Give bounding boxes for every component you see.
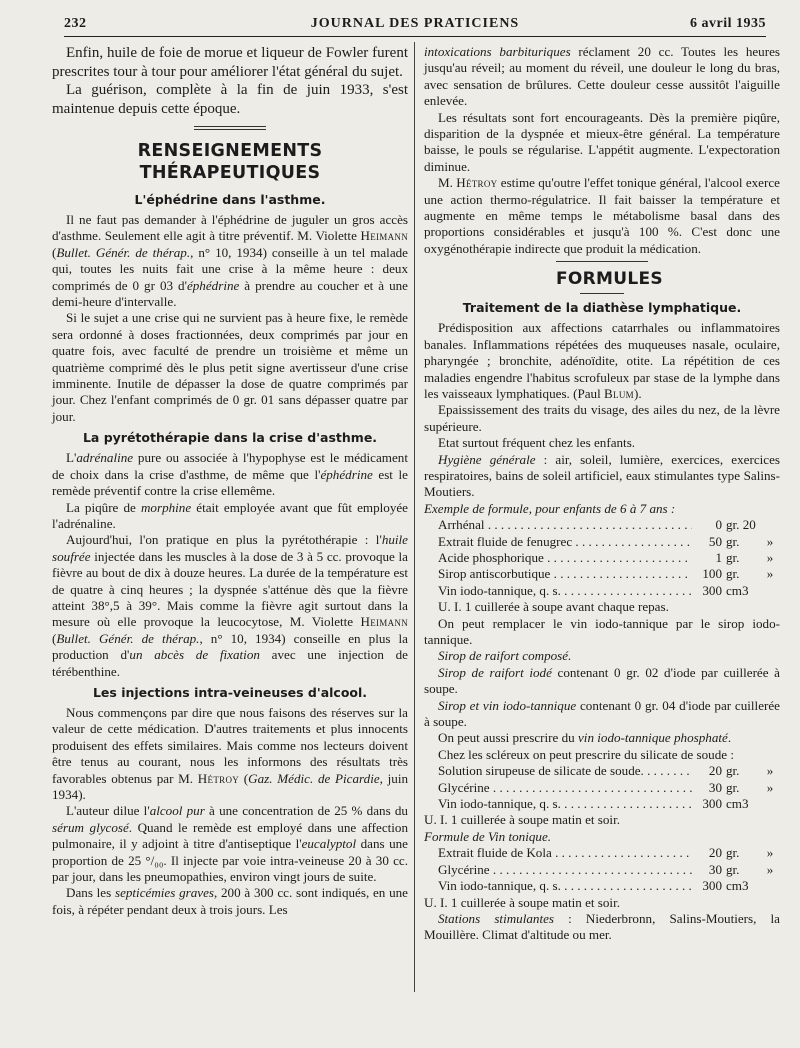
- paragraph: Nous commençons par dire que nous faisons des réserves sur la valeur de cette médication. D'autres traitements et plus innocents produisent des effets similaires. Mais comme nos lecteurs doivent être tenus au courant, nous les informons des résultats très favorables obtenus par M. Hétroy (Gaz. Médic. de Picardie, juin 1934).: [52, 704, 409, 802]
- paragraph: Sirop de raifort iodé contenant 0 gr. 02 d'iode par cuillerée à soupe.: [424, 664, 780, 697]
- page-header: [64, 14, 766, 37]
- formula-table: [424, 845, 780, 894]
- formula-row: Solution sirupeuse de silicate de soude. . . . 20 gr. »: [424, 763, 780, 779]
- citation: Gaz. Médic. de Picardie: [248, 770, 380, 786]
- formula-row: Vin iodo-tannique, q. s. . . . 300 cm3: [424, 583, 780, 599]
- citation: Bullet. Génér. de thérap.: [56, 630, 200, 646]
- ornament-rule: [580, 293, 624, 294]
- paragraph: La piqûre de morphine était employée avant que fût employée l'adrénaline.: [52, 499, 408, 531]
- formula-row: Arrhénal . . . 0 gr. 20: [424, 517, 780, 533]
- example-title: Exemple de formule, pour enfants de 6 à 7 ans :: [424, 500, 676, 516]
- journal-title: JOURNAL DES PRATICIENS: [310, 16, 520, 31]
- paragraph: On peut aussi prescrire du vin iodo-tannique phosphaté.: [438, 730, 732, 746]
- section-title: FORMULES: [556, 269, 663, 290]
- paragraph: Chez les scléreux on peut prescrire du silicate de soude :: [438, 746, 734, 762]
- dosage: U. I. 1 cuillerée à soupe matin et soir.: [424, 894, 620, 910]
- issue-date: 6 avril 1935: [690, 16, 766, 31]
- paragraph: Dans les septicémies graves, 200 à 300 cc. sont indiqués, en une fois, à répéter pendant deux à trois jours. Les: [52, 885, 408, 917]
- paragraph: Hygiène générale : air, soleil, lumière, exercices, exercices respiratoires, bains de soleil artificiel, eaux stimulantes type Salins-Moutiers.: [424, 451, 780, 500]
- column-divider: [414, 42, 415, 992]
- dosage: U. I. 1 cuillerée à soupe matin et soir.: [424, 812, 620, 828]
- paragraph: La guérison, complète à la fin de juin 1933, s'est maintenue depuis cette époque.: [52, 82, 408, 117]
- formula-row: Vin iodo-tannique, q. s. . . . 300 cm3: [424, 796, 780, 812]
- paragraph: Sirop et vin iodo-tannique contenant 0 gr. 04 d'iode par cuillerée à soupe.: [424, 697, 780, 730]
- author-name: Heimann: [360, 228, 408, 244]
- right-column: [424, 44, 780, 944]
- page-number: 232: [64, 16, 87, 31]
- formules-header: [556, 261, 663, 294]
- formula-row: Vin iodo-tannique, q. s. . . . 300 cm3: [424, 878, 780, 894]
- paragraph: Aujourd'hui, l'on pratique en plus la pyrétothérapie : l'huile soufrée injectée dans les muscles à la dose de 3 à 5 cc. provoque la fièvre au bout de dix à douze heures. La durée de la température est de quatre à cinq heures ; la dyspnée s'atténue dès que la fièvre atteint 38°,5 à 39°. Mais comme la fièvre agit surtout dans la mesure où elle provoque la leucocytose, M. Violette Heimann (Bullet. Génér. de thérap., n° 10, 1934) conseille en plus la production d'un abcès de fixation avec une injection de térébenthine.: [52, 532, 408, 679]
- author-name: Hétroy: [456, 175, 498, 191]
- article-title: La pyrétothérapie dans la crise d'asthme.: [82, 430, 378, 446]
- article-title: Les injections intra-veineuses d'alcool.: [92, 684, 368, 700]
- citation: Bullet. Génér. de thérap.: [56, 244, 191, 260]
- ornament-rule: [194, 126, 266, 130]
- paragraph: L'adrénaline pure ou associée à l'hypophyse est le médicament de choix dans la crise d'asthme, de même que l'éphédrine est le remède préventif contre la crise ellemême.: [52, 450, 408, 499]
- formula-row: Acide phosphorique . . . 1 gr. »: [424, 550, 780, 566]
- paragraph: M. Hétroy estime qu'outre l'effet tonique général, l'alcool exerce une action thermo-régulatrice. Il fait baisser la température et augmente en même temps le métabolisme basal dans des proportions considérables et jusqu'à 100 %. C'est donc une oxygénothérapie indirecte que produit la médication.: [424, 175, 780, 256]
- formula-row: Sirop antiscorbutique . . . 100 gr. »: [424, 566, 780, 582]
- paragraph: Stations stimulantes : Niederbronn, Salins-Moutiers, la Mouillère. Climat d'altitude ou mer.: [424, 910, 780, 943]
- paragraph: Etat surtout fréquent chez les enfants.: [438, 435, 636, 451]
- paragraph: Si le sujet a une crise qui ne survient pas à heure fixe, le remède sera ordonné à doses fractionnées, deux comprimés par jour en quatre fois, avec faculté de prendre un troisième et même un quatrième comprimé dès le plus petit signe avertisseur d'une crise imminente. Inutile de dépasser la dose de quatre comprimés par jour. Chez l'enfant comprimés de 0 gr. 01 sans dépasser quatre par jour.: [52, 310, 408, 424]
- paragraph: Il ne faut pas demander à l'éphédrine de juguler un gros accès d'asthme. Seulement elle agit à titre préventif. M. Violette Heimann (Bullet. Génér. de thérap., n° 10, 1934) conseille à un tel malade qui, toutes les nuits fait une crise à la même heure : deux comprimés de 0 gr 03 d'éphédrine à prendre au coucher et à une demi-heure d'intervalle.: [52, 212, 408, 310]
- author-name: Blum: [604, 385, 634, 401]
- paragraph: Sirop de raifort composé.: [438, 648, 572, 664]
- formula-row: Glycérine . . . 30 gr. »: [424, 862, 780, 878]
- case-conclusion: [52, 44, 408, 118]
- formula-title: Formule de Vin tonique.: [424, 828, 552, 844]
- paragraph: Prédisposition aux affections catarrhales ou inflammatoires banales. Inflammations répétées des muqueuses nasale, oculaire, pharyngée ; bronchite, adénoïdite, otite. La répétition de ces maladies engendre l'habitus scrofuleux par stase de la lymphe dans les vaisseaux lymphatiques. (Paul Blum).: [424, 320, 780, 401]
- left-column: [52, 44, 408, 918]
- paragraph: intoxications barbituriques réclament 20 cc. Toutes les heures jusqu'au réveil; au moment du réveil, une douleur le long du bras, avec sensation de brûlures. Cette douleur cesse aussitôt l'aiguille enlevée.: [424, 44, 780, 109]
- formula-row: Glycérine . . . 30 gr. »: [424, 780, 780, 796]
- formula-table: [424, 763, 780, 812]
- formula-row: Extrait fluide de fenugrec . . . 50 gr. »: [424, 534, 780, 550]
- paragraph: On peut remplacer le vin iodo-tannique par le sirop iodo-tannique.: [424, 615, 780, 647]
- paragraph: L'auteur dilue l'alcool pur à une concentration de 25 % dans du sérum glycosé. Quand le remède est employé dans une affection pulmonaire, il y adjoint à titre d'antiseptique l'eucalyptol dans une proportion de 25 °/₀₀. Il injecte par voie intra-veineuse 20 à 30 cc. par jour, dans les pneumopathies, environ vingt jours de suite.: [52, 803, 408, 885]
- article-title: L'éphédrine dans l'asthme.: [134, 192, 326, 207]
- paragraph: Les résultats sont fort encourageants. Dès la première piqûre, disparition de la dyspnée et mieux-être général. La température baisse, le pouls se régularise. L'appétit augmente. L'expectoration diminue.: [424, 109, 780, 174]
- paragraph: Epaississement des traits du visage, des ailes du nez, de la lèvre supérieure.: [424, 402, 780, 434]
- section-header: [52, 126, 408, 184]
- formula-table: [424, 517, 780, 599]
- author-name: Hétroy: [197, 770, 240, 786]
- article-title: Traitement de la diathèse lymphatique.: [462, 300, 742, 316]
- section-title: RENSEIGNEMENTS THÉRAPEUTIQUES: [137, 141, 323, 183]
- dosage: U. I. 1 cuillerée à soupe avant chaque repas.: [438, 599, 669, 615]
- paragraph: Enfin, huile de foie de morue et liqueur de Fowler furent prescrites tour à tour pour améliorer l'état général du sujet.: [52, 45, 408, 80]
- formula-row: Extrait fluide de Kola . . . 20 gr. »: [424, 845, 780, 861]
- author-name: Heimann: [360, 614, 408, 630]
